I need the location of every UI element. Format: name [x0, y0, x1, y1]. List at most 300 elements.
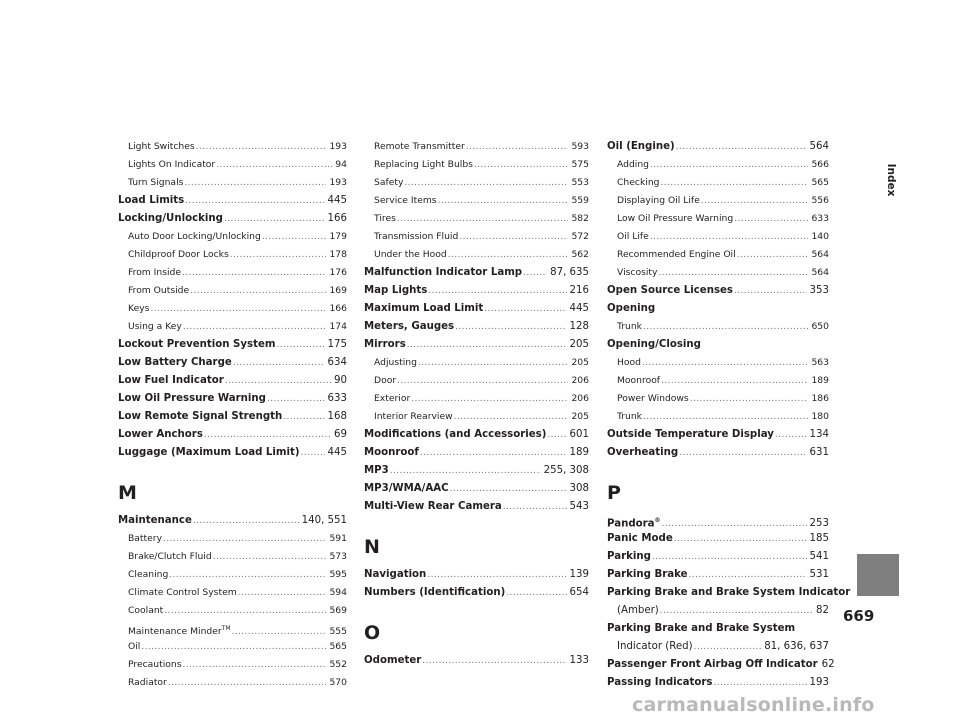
leader-dots: [454, 408, 569, 426]
index-term: [617, 174, 659, 192]
leader-dots: [734, 282, 807, 300]
index-term-text: (Amber): [617, 605, 659, 616]
page-reference[interactable]: 353: [809, 285, 829, 296]
page-reference[interactable]: 134: [809, 429, 829, 440]
index-term-text: Lockout Prevention System: [118, 339, 276, 350]
index-term-text: Precautions: [128, 659, 182, 670]
index-term-text: Keys: [128, 303, 150, 314]
leader-dots: [183, 656, 327, 674]
index-term: [607, 426, 774, 444]
index-subentry: [364, 174, 589, 192]
page-reference[interactable]: 81, 636, 637: [764, 641, 829, 652]
page-reference[interactable]: 193: [329, 141, 347, 152]
index-term-text: Adjusting: [374, 357, 417, 368]
index-term-text: Radiator: [128, 677, 167, 688]
page-reference[interactable]: 445: [569, 303, 589, 314]
page-reference[interactable]: 531: [809, 569, 829, 580]
index-subentry: [118, 138, 347, 156]
index-entry: [364, 444, 589, 462]
index-term: [374, 372, 396, 390]
index-subentry: [118, 656, 347, 674]
index-term-text: Climate Control System: [128, 587, 237, 598]
index-term: [118, 372, 224, 390]
leader-dots: [230, 246, 327, 264]
leader-dots: [734, 210, 808, 228]
page-reference[interactable]: 82: [816, 605, 829, 616]
index-term: [118, 444, 300, 462]
index-term-text: Indicator (Red): [617, 641, 693, 652]
index-term: [374, 408, 453, 426]
index-term: [128, 156, 215, 174]
page-reference[interactable]: 216: [569, 285, 589, 296]
page-reference[interactable]: 564: [811, 267, 829, 278]
index-term-text: Parking Brake and Brake System Indicator: [607, 587, 851, 598]
page-reference[interactable]: 169: [329, 285, 347, 296]
page-reference[interactable]: 555: [329, 626, 347, 638]
page-reference[interactable]: 445: [327, 447, 347, 458]
index-term-text: Opening: [607, 303, 656, 314]
index-side-tab[interactable]: [884, 150, 898, 210]
index-term-text: Passenger Front Airbag Off Indicator: [607, 659, 818, 670]
index-term: [607, 548, 651, 566]
page-reference[interactable]: 140: [811, 231, 829, 242]
leader-dots: [420, 444, 567, 462]
leader-dots: [397, 210, 569, 228]
index-term-text: Oil Life: [617, 231, 649, 242]
page-reference[interactable]: 133: [569, 655, 589, 666]
page-reference[interactable]: 308: [569, 483, 589, 494]
index-term-text: Load Limits: [118, 195, 185, 206]
page-reference[interactable]: 563: [811, 357, 829, 368]
index-term-text: Viscosity: [617, 267, 658, 278]
leader-dots: [642, 354, 808, 372]
page-reference[interactable]: 564: [809, 141, 829, 152]
index-subentry: [118, 156, 347, 174]
index-term-text: Under the Hood: [374, 249, 447, 260]
index-term: [617, 210, 733, 228]
index-subentry: [364, 228, 589, 246]
index-subentry: [118, 674, 347, 692]
index-term: [617, 318, 642, 336]
trademark-mark: TM: [221, 625, 231, 632]
index-entry: [118, 336, 347, 354]
page-reference[interactable]: 205: [569, 339, 589, 350]
leader-dots: [150, 300, 326, 318]
leader-dots: [404, 174, 568, 192]
index-entry: [118, 408, 347, 426]
index-term-text: Recommended Engine Oil: [617, 249, 736, 260]
leader-dots: [689, 566, 807, 584]
leader-dots: [547, 426, 566, 444]
page-reference[interactable]: 556: [811, 195, 829, 206]
index-entry: [607, 674, 829, 692]
index-term-text: Low Oil Pressure Warning: [118, 393, 266, 404]
page-reference[interactable]: 193: [329, 177, 347, 188]
index-term-text: Passing Indicators: [607, 677, 713, 688]
index-term: [374, 156, 473, 174]
page-reference[interactable]: 193: [809, 677, 829, 688]
page-reference[interactable]: 564: [811, 249, 829, 260]
index-entry: [118, 192, 347, 210]
leader-dots: [679, 444, 806, 462]
index-subentry: [118, 566, 347, 584]
page-reference[interactable]: 654: [569, 587, 589, 598]
index-term-text: Displaying Oil Life: [617, 195, 700, 206]
index-term-text: Battery: [128, 533, 163, 544]
index-entry: [364, 336, 589, 354]
index-term-text: Lower Anchors: [118, 429, 203, 440]
index-subentry: [607, 210, 829, 228]
index-term-text: From Inside: [128, 267, 182, 278]
index-term: [364, 318, 454, 336]
page-reference[interactable]: 168: [327, 411, 347, 422]
page-reference[interactable]: 566: [811, 159, 829, 170]
leader-dots: [283, 408, 324, 426]
leader-dots: [523, 264, 547, 282]
page-reference[interactable]: 69: [334, 429, 347, 440]
index-term-text: Luggage (Maximum Load Limit): [118, 447, 300, 458]
index-entry: [607, 512, 829, 530]
page-reference[interactable]: 594: [329, 587, 347, 598]
index-subentry: [118, 228, 347, 246]
index-subentry: [364, 390, 589, 408]
index-entry: [364, 282, 589, 300]
leader-dots: [643, 318, 808, 336]
index-subentry: [118, 174, 347, 192]
index-term-text: Mirrors: [364, 339, 406, 350]
index-entry: [118, 426, 347, 444]
leader-dots: [676, 138, 807, 156]
index-term: [364, 336, 406, 354]
leader-dots: [438, 192, 569, 210]
index-entry: [607, 620, 829, 638]
index-term: [364, 498, 502, 516]
page-reference[interactable]: 94: [335, 159, 347, 170]
index-subentry: [118, 530, 347, 548]
page-reference[interactable]: 591: [329, 533, 347, 544]
leader-dots: [466, 138, 569, 156]
index-term-text: Malfunction Indicator Lamp: [364, 267, 523, 278]
index-term-text: Service Items: [374, 195, 437, 206]
index-term: [374, 138, 465, 156]
leader-dots: [407, 336, 567, 354]
index-term-text: Multi-View Rear Camera: [364, 501, 502, 512]
page-reference[interactable]: 593: [571, 141, 589, 152]
page-reference[interactable]: 189: [569, 447, 589, 458]
index-term-text: Navigation: [364, 569, 427, 580]
leader-dots: [484, 300, 566, 318]
index-term-text: Low Battery Charge: [118, 357, 232, 368]
index-subentry: [364, 138, 589, 156]
index-term: [128, 264, 181, 282]
page-reference[interactable]: 206: [571, 393, 589, 404]
page-reference[interactable]: 128: [569, 321, 589, 332]
index-term-text: Childproof Door Locks: [128, 249, 229, 260]
index-term: [374, 228, 458, 246]
leader-dots: [650, 156, 808, 174]
index-letter-heading: N: [364, 536, 380, 558]
leader-dots: [701, 192, 809, 210]
index-subentry: [118, 246, 347, 264]
index-term-text: Opening/Closing: [607, 339, 701, 350]
page-reference[interactable]: 633: [811, 213, 829, 224]
index-term-text: Lights On Indicator: [128, 159, 216, 170]
index-column-3: [607, 138, 851, 692]
index-term: [374, 390, 410, 408]
index-term-text: Low Remote Signal Strength: [118, 411, 283, 422]
index-column-2: [364, 138, 589, 670]
index-term-text: Interior Rearview: [374, 411, 453, 422]
index-entry: [364, 566, 589, 584]
index-term-text: Low Fuel Indicator: [118, 375, 224, 386]
index-subentry: [607, 264, 829, 282]
page-reference[interactable]: 595: [329, 569, 347, 580]
index-term-text: Brake/Clutch Fluid: [128, 551, 212, 562]
page-reference[interactable]: 633: [327, 393, 347, 404]
index-term-text: Odometer: [364, 655, 422, 666]
index-term-text: Cleaning: [128, 569, 169, 580]
index-term-text: Safety: [374, 177, 404, 188]
index-term: [118, 336, 276, 354]
registered-mark: ®: [654, 517, 661, 524]
index-subentry: [364, 210, 589, 228]
index-term-text: Oil: [128, 641, 141, 652]
index-term: [364, 462, 389, 480]
index-term: [607, 300, 655, 318]
index-term-text: Using a Key: [128, 321, 182, 332]
index-term: [118, 210, 223, 228]
leader-dots: [737, 246, 809, 264]
page-reference[interactable]: 185: [809, 533, 829, 544]
leader-dots: [427, 566, 566, 584]
index-term: [374, 192, 437, 210]
leader-dots: [674, 530, 807, 548]
page-reference[interactable]: 253: [809, 518, 829, 530]
index-term: [607, 282, 733, 300]
index-term-text: Checking: [617, 177, 660, 188]
index-letter-heading: M: [118, 482, 137, 504]
index-term: [617, 354, 641, 372]
index-term: [617, 602, 659, 620]
leader-dots: [775, 426, 807, 444]
page-reference[interactable]: 601: [569, 429, 589, 440]
index-term-text: Light Switches: [128, 141, 195, 152]
leader-dots: [301, 444, 325, 462]
index-subentry: [118, 584, 347, 602]
index-term-text: Outside Temperature Display: [607, 429, 774, 440]
leader-dots: [169, 566, 326, 584]
index-term-text: Open Source Licenses: [607, 285, 733, 296]
index-subentry: [607, 156, 829, 174]
index-entry: [118, 354, 347, 372]
leader-dots: [661, 372, 808, 390]
index-term: [607, 336, 701, 354]
index-term-text: Panic Mode: [607, 533, 673, 544]
page-reference[interactable]: 559: [571, 195, 589, 206]
index-term: [128, 174, 183, 192]
page-reference[interactable]: 166: [327, 213, 347, 224]
leader-dots: [141, 638, 326, 656]
index-subentry: [607, 390, 829, 408]
page-reference[interactable]: 62: [821, 659, 835, 670]
index-term: [607, 674, 712, 692]
page-reference[interactable]: 205: [571, 357, 589, 368]
index-term: [364, 444, 419, 462]
index-term: [607, 530, 673, 548]
index-term: [364, 282, 427, 300]
index-term: [128, 674, 167, 692]
index-term-text: Replacing Light Bulbs: [374, 159, 473, 170]
page-reference[interactable]: 206: [571, 375, 589, 386]
index-term: [128, 228, 261, 246]
leader-dots: [224, 210, 325, 228]
index-term: [617, 228, 649, 246]
index-term-text: Maintenance Minder: [128, 626, 222, 638]
index-term-text: MP3/WMA/AAC: [364, 483, 449, 494]
index-term: [617, 192, 700, 210]
index-subentry: [607, 638, 829, 656]
page-reference[interactable]: 650: [811, 321, 829, 332]
page-reference[interactable]: 445: [327, 195, 347, 206]
leader-dots: [183, 318, 327, 336]
index-term: [128, 566, 168, 584]
watermark: carmanualsonline.info: [632, 694, 875, 716]
page-reference[interactable]: 140, 551: [301, 515, 347, 526]
leader-dots: [168, 674, 327, 692]
leader-dots: [196, 138, 327, 156]
index-entry: [607, 444, 829, 462]
page-reference[interactable]: 175: [327, 339, 347, 350]
index-term: [128, 548, 212, 566]
leader-dots: [390, 462, 541, 480]
index-term: [364, 300, 483, 318]
section-marker-block: [857, 554, 899, 596]
index-subentry: [118, 602, 347, 620]
index-term-text: Moonroof: [617, 375, 661, 386]
page-reference[interactable]: 565: [329, 641, 347, 652]
index-term: [617, 372, 660, 390]
index-term-text: Power Windows: [617, 393, 689, 404]
index-subentry: [118, 638, 347, 656]
index-term: [607, 566, 688, 584]
index-term-text: Low Oil Pressure Warning: [617, 213, 734, 224]
page-reference[interactable]: 179: [329, 231, 347, 242]
page-reference[interactable]: 570: [329, 677, 347, 688]
page-reference[interactable]: 582: [571, 213, 589, 224]
leader-dots: [216, 156, 332, 174]
page-reference[interactable]: 186: [811, 393, 829, 404]
page-reference[interactable]: 166: [329, 303, 347, 314]
index-subentry: [607, 318, 829, 336]
index-term: [364, 566, 426, 584]
leader-dots: [428, 282, 566, 300]
index-entry: [364, 426, 589, 444]
page-reference[interactable]: 90: [334, 375, 347, 386]
index-term: [617, 638, 693, 656]
index-term: [617, 408, 642, 426]
page-reference[interactable]: 174: [329, 321, 347, 332]
page-reference[interactable]: 180: [811, 411, 829, 422]
index-term: [364, 426, 546, 444]
leader-dots: [422, 652, 566, 670]
leader-dots: [233, 354, 325, 372]
page-reference[interactable]: 87, 635: [550, 267, 589, 278]
index-term: [128, 638, 140, 656]
index-term: [364, 480, 449, 498]
index-term-text: Transmission Fluid: [374, 231, 459, 242]
index-term: [364, 264, 522, 282]
page-reference[interactable]: 139: [569, 569, 589, 580]
index-entry: [607, 282, 829, 300]
index-term-text: Remote Transmitter: [374, 141, 465, 152]
page-reference[interactable]: 553: [571, 177, 589, 188]
leader-dots: [690, 390, 809, 408]
page-reference[interactable]: 634: [327, 357, 347, 368]
leader-dots: [262, 228, 327, 246]
index-term: [128, 656, 182, 674]
index-subentry: [364, 408, 589, 426]
index-term: [118, 408, 282, 426]
page-reference[interactable]: 541: [809, 551, 829, 562]
leader-dots: [190, 282, 326, 300]
index-term-text: Numbers (Identification): [364, 587, 506, 598]
index-entry: [364, 318, 589, 336]
index-term: [607, 444, 678, 462]
index-entry: [364, 300, 589, 318]
index-term: [128, 530, 162, 548]
page-reference[interactable]: 573: [329, 551, 347, 562]
index-term: [118, 354, 232, 372]
leader-dots: [238, 584, 327, 602]
page-reference[interactable]: 176: [329, 267, 347, 278]
index-term: [118, 426, 203, 444]
index-term: [607, 584, 850, 602]
leader-dots: [182, 264, 326, 282]
leader-dots: [164, 602, 326, 620]
index-subentry: [607, 372, 829, 390]
index-term-text: Turn Signals: [128, 177, 184, 188]
index-term: [617, 390, 689, 408]
page-reference[interactable]: 189: [811, 375, 829, 386]
index-subentry: [118, 318, 347, 336]
index-term-text: Parking Brake and Brake System: [607, 623, 796, 634]
page-reference[interactable]: 572: [571, 231, 589, 242]
page-reference[interactable]: 205: [571, 411, 589, 422]
leader-dots: [448, 246, 569, 264]
index-entry: [607, 426, 829, 444]
page-reference[interactable]: 631: [809, 447, 829, 458]
index-term-text: Tires: [374, 213, 396, 224]
leader-dots: [397, 372, 568, 390]
page-reference[interactable]: 562: [571, 249, 589, 260]
page-reference[interactable]: 575: [571, 159, 589, 170]
index-term-text: Exterior: [374, 393, 411, 404]
index-entry: [118, 390, 347, 408]
leader-dots: [184, 174, 326, 192]
page-reference[interactable]: 565: [811, 177, 829, 188]
page-reference[interactable]: 178: [329, 249, 347, 260]
index-subentry: [364, 372, 589, 390]
index-term: [128, 300, 149, 318]
index-term: [617, 156, 649, 174]
leader-dots: [650, 228, 809, 246]
page-reference[interactable]: 569: [329, 605, 347, 616]
index-entry: [607, 584, 851, 602]
page-reference[interactable]: 552: [329, 659, 347, 670]
leader-dots: [474, 156, 568, 174]
page-reference[interactable]: 255, 308: [543, 465, 589, 476]
page-reference[interactable]: 543: [569, 501, 589, 512]
